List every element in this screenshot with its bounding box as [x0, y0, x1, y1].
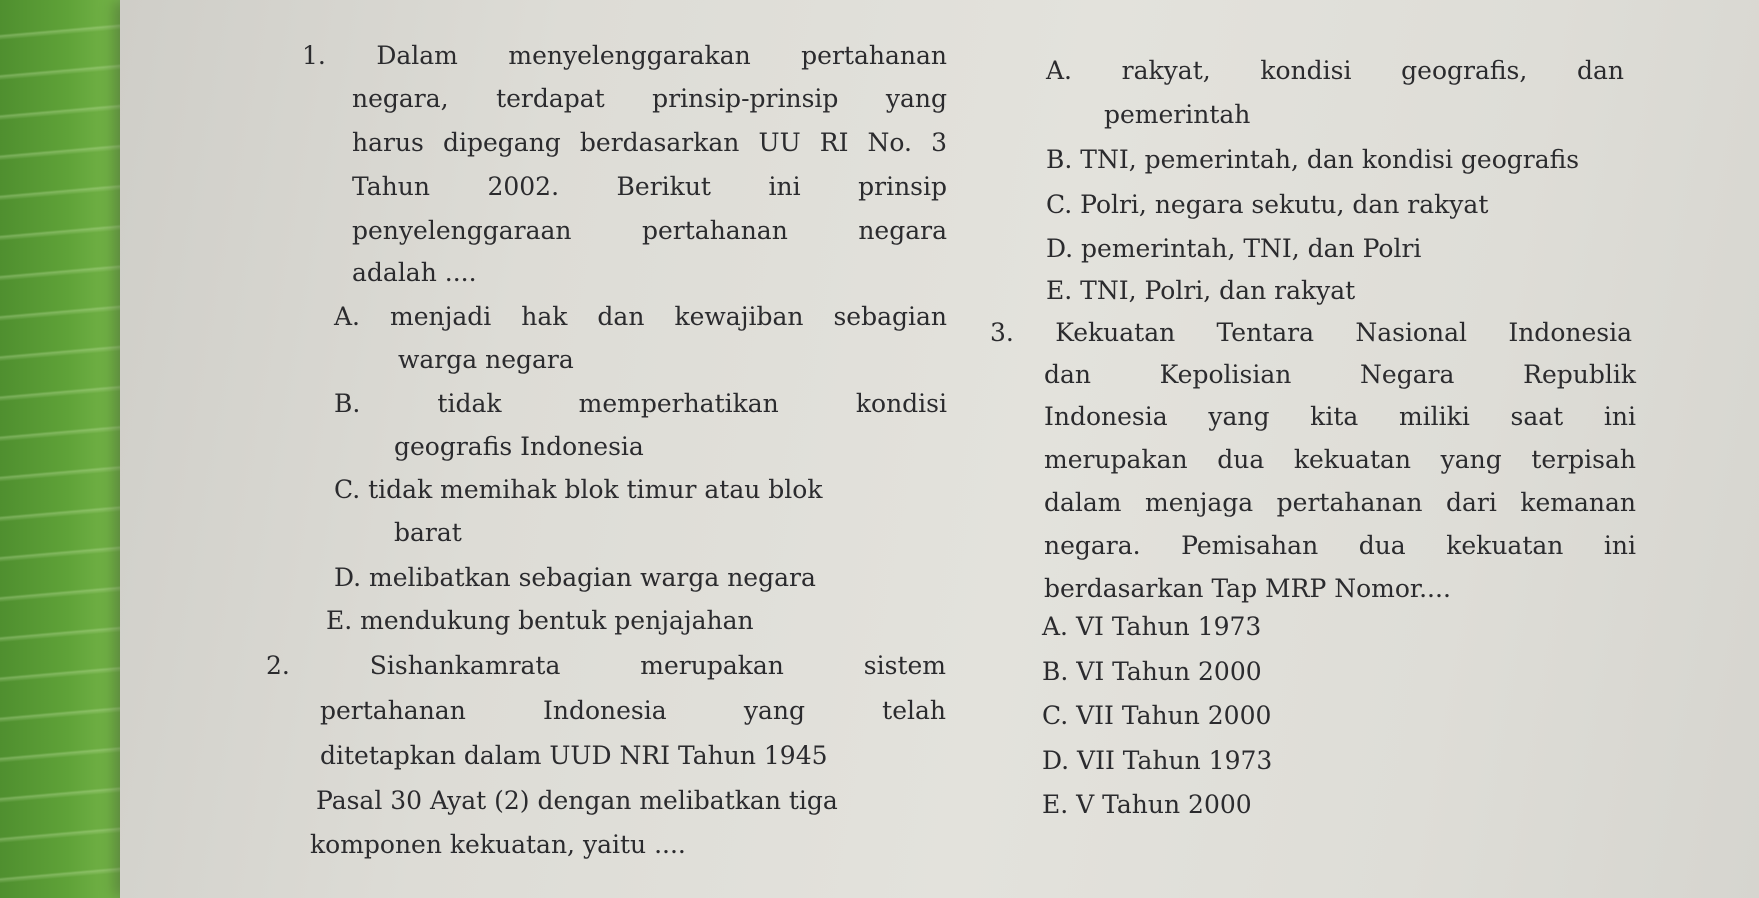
- q3-option-e: E. V Tahun 2000: [1042, 790, 1252, 819]
- q2-line-1: 2. Sishankamrata merupakan sistem: [266, 651, 946, 680]
- q1-option-a-cont: warga negara: [398, 345, 574, 374]
- q3-line-3: Indonesia yang kita miliki saat ini: [1044, 402, 1636, 431]
- q1-option-d: D. melibatkan sebagian warga negara: [334, 563, 816, 592]
- q2-line-5: komponen kekuatan, yaitu ....: [310, 830, 686, 859]
- q3-line-5: dalam menjaga pertahanan dari kemanan: [1044, 488, 1636, 517]
- q2-option-d: D. pemerintah, TNI, dan Polri: [1046, 234, 1422, 263]
- q3-option-a: A. VI Tahun 1973: [1042, 612, 1262, 641]
- q1-line-6: adalah ....: [352, 258, 477, 287]
- q2-option-c: C. Polri, negara sekutu, dan rakyat: [1046, 190, 1489, 219]
- q1-option-b: B. tidak memperhatikan kondisi: [334, 389, 947, 418]
- q3-option-c: C. VII Tahun 2000: [1042, 701, 1272, 730]
- q3-line-7: berdasarkan Tap MRP Nomor....: [1044, 574, 1451, 603]
- q3-line-4: merupakan dua kekuatan yang terpisah: [1044, 445, 1636, 474]
- q3-option-d: D. VII Tahun 1973: [1042, 746, 1273, 775]
- q1-option-c: C. tidak memihak blok timur atau blok: [334, 475, 823, 504]
- q1-option-a: A. menjadi hak dan kewajiban sebagian: [334, 302, 947, 331]
- q2-line-3: ditetapkan dalam UUD NRI Tahun 1945: [320, 741, 828, 770]
- q2-option-b: B. TNI, pemerintah, dan kondisi geografis: [1046, 145, 1580, 174]
- q2-option-a-cont: pemerintah: [1104, 100, 1251, 129]
- q2-line-4: Pasal 30 Ayat (2) dengan melibatkan tiga: [316, 786, 838, 815]
- q1-line-1: 1. Dalam menyelenggarakan pertahanan: [302, 41, 947, 70]
- q1-option-c-cont: barat: [394, 518, 462, 547]
- q2-option-e: E. TNI, Polri, dan rakyat: [1046, 276, 1356, 305]
- q1-line-2: negara, terdapat prinsip-prinsip yang: [352, 84, 947, 113]
- q1-line-4: Tahun 2002. Berikut ini prinsip: [352, 172, 947, 201]
- q1-option-b-cont: geografis Indonesia: [394, 432, 644, 461]
- q1-option-e: E. mendukung bentuk penjajahan: [326, 606, 754, 635]
- q3-line-1: 3. Kekuatan Tentara Nasional Indonesia: [990, 318, 1632, 347]
- q3-line-2: dan Kepolisian Negara Republik: [1044, 360, 1636, 389]
- q3-line-6: negara. Pemisahan dua kekuatan ini: [1044, 531, 1636, 560]
- q2-option-a: A. rakyat, kondisi geografis, dan: [1046, 56, 1624, 85]
- q3-option-b: B. VI Tahun 2000: [1042, 657, 1262, 686]
- q1-line-5: penyelenggaraan pertahanan negara: [352, 216, 947, 245]
- q1-line-3: harus dipegang berdasarkan UU RI No. 3: [352, 128, 947, 157]
- q2-line-2: pertahanan Indonesia yang telah: [320, 696, 946, 725]
